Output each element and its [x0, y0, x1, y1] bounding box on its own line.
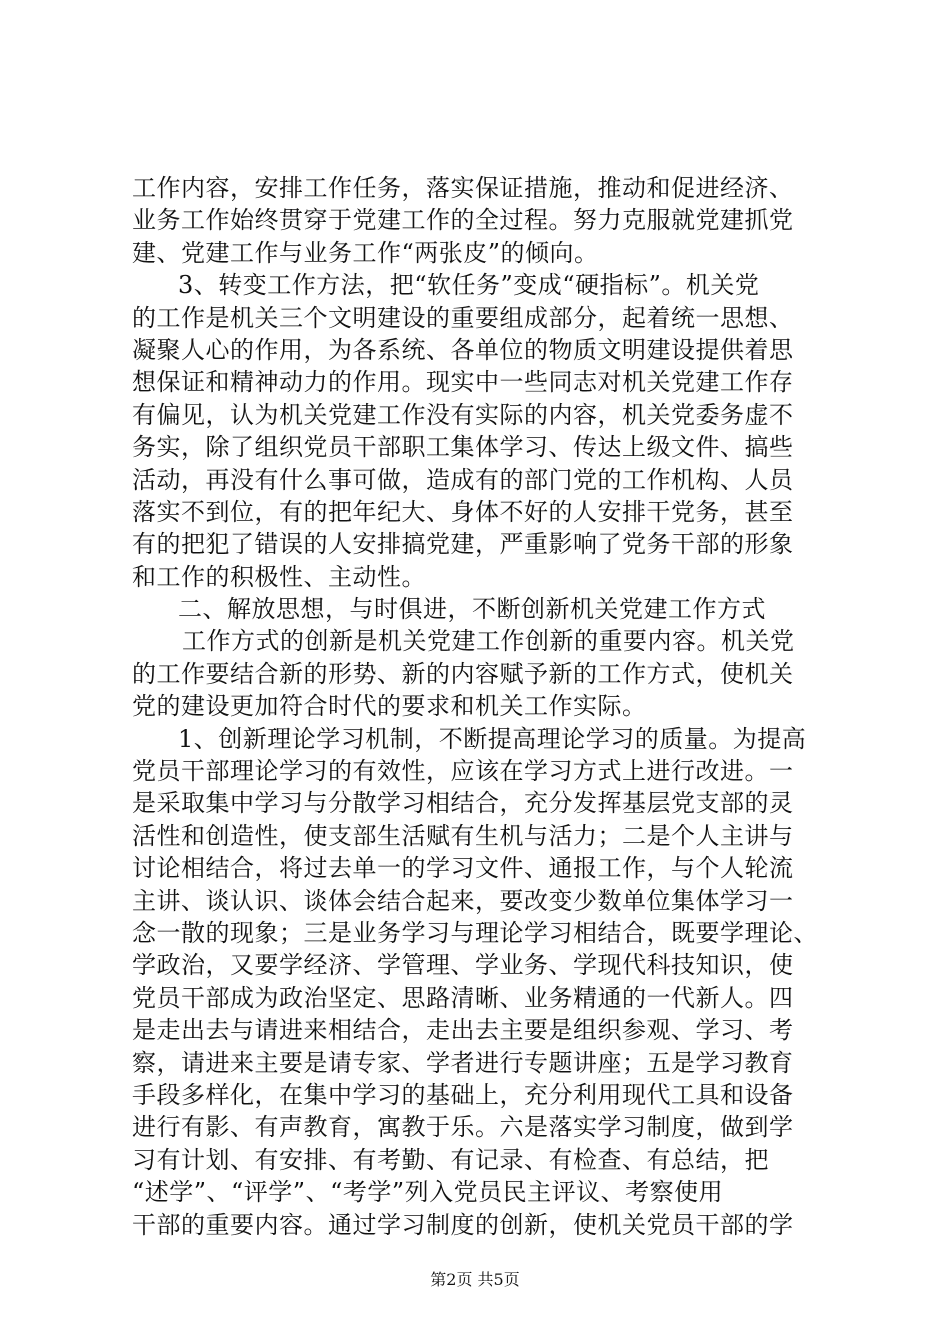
text-line: 手段多样化，在集中学习的基础上，充分利用现代工具和设备 [132, 1080, 794, 1109]
text-line: 有偏见，认为机关党建工作没有实际的内容，机关党委务虚不 [132, 400, 794, 429]
page-footer [0, 1267, 950, 1290]
text-line: “述学”、“评学”、“考学”列入党员民主评议、考察使用 [132, 1178, 724, 1207]
text-line: 建、党建工作与业务工作“两张皮”的倾向。 [132, 238, 599, 267]
document-body [132, 172, 832, 1241]
text-line: 务实，除了组织党员干部职工集体学习、传达上级文件、搞些 [132, 433, 794, 462]
text-line: 3、转变工作方法，把“软任务”变成“硬指标”。机关党 [178, 271, 760, 300]
text-line: 想保证和精神动力的作用。现实中一些同志对机关党建工作存 [132, 368, 794, 397]
text-line: 的工作要结合新的形势、新的内容赋予新的工作方式，使机关 [132, 659, 794, 688]
section-heading: 二、解放思想，与时俱进，不断创新机关党建工作方式 [178, 595, 766, 624]
text-line: 念一散的现象；三是业务学习与理论学习相结合，既要学理论、 [132, 918, 818, 947]
text-line: 的工作是机关三个文明建设的重要组成部分，起着统一思想、 [132, 303, 794, 332]
text-line: 干部的重要内容。通过学习制度的创新，使机关党员干部的学 [132, 1210, 794, 1239]
text-line: 习有计划、有安排、有考勤、有记录、有检查、有总结，把 [132, 1145, 769, 1174]
text-line: 察，请进来主要是请专家、学者进行专题讲座；五是学习教育 [132, 1048, 794, 1077]
text-line: 活性和创造性，使支部生活赋有生机与活力；二是个人主讲与 [132, 821, 794, 850]
text-line: 工作内容，安排工作任务，落实保证措施，推动和促进经济、 [132, 174, 794, 202]
text-line: 讨论相结合，将过去单一的学习文件、通报工作，与个人轮流 [132, 854, 794, 883]
text-line: 和工作的积极性、主动性。 [132, 562, 426, 591]
page-number: 第2页 共5页 [430, 1270, 520, 1289]
text-line: 党员干部成为政治坚定、思路清晰、业务精通的一代新人。四 [132, 983, 794, 1012]
text-line: 进行有影、有声教育，寓教于乐。六是落实学习制度，做到学 [132, 1113, 794, 1142]
text-line: 有的把犯了错误的人安排搞党建，严重影响了党务干部的形象 [132, 530, 794, 559]
text-line: 工作方式的创新是机关党建工作创新的重要内容。机关党 [182, 627, 795, 656]
text-line: 是采取集中学习与分散学习相结合，充分发挥基层党支部的灵 [132, 789, 794, 818]
text-line: 业务工作始终贯穿于党建工作的全过程。努力克服就党建抓党 [132, 206, 794, 235]
text-line: 凝聚人心的作用，为各系统、各单位的物质文明建设提供着思 [132, 335, 794, 364]
text-line: 1、创新理论学习机制，不断提高理论学习的质量。为提高 [178, 724, 807, 753]
text-line: 是走出去与请进来相结合，走出去主要是组织参观、学习、考 [132, 1016, 794, 1045]
text-line: 活动，再没有什么事可做，造成有的部门党的工作机构、人员 [132, 465, 794, 494]
text-line: 学政治，又要学经济、学管理、学业务、学现代科技知识，使 [132, 951, 794, 980]
text-line: 党员干部理论学习的有效性，应该在学习方式上进行改进。一 [132, 757, 794, 786]
text-line: 党的建设更加符合时代的要求和机关工作实际。 [132, 692, 647, 721]
text-line: 主讲、谈认识、谈体会结合起来，要改变少数单位集体学习一 [132, 886, 794, 915]
text-line: 落实不到位，有的把年纪大、身体不好的人安排干党务，甚至 [132, 497, 794, 526]
